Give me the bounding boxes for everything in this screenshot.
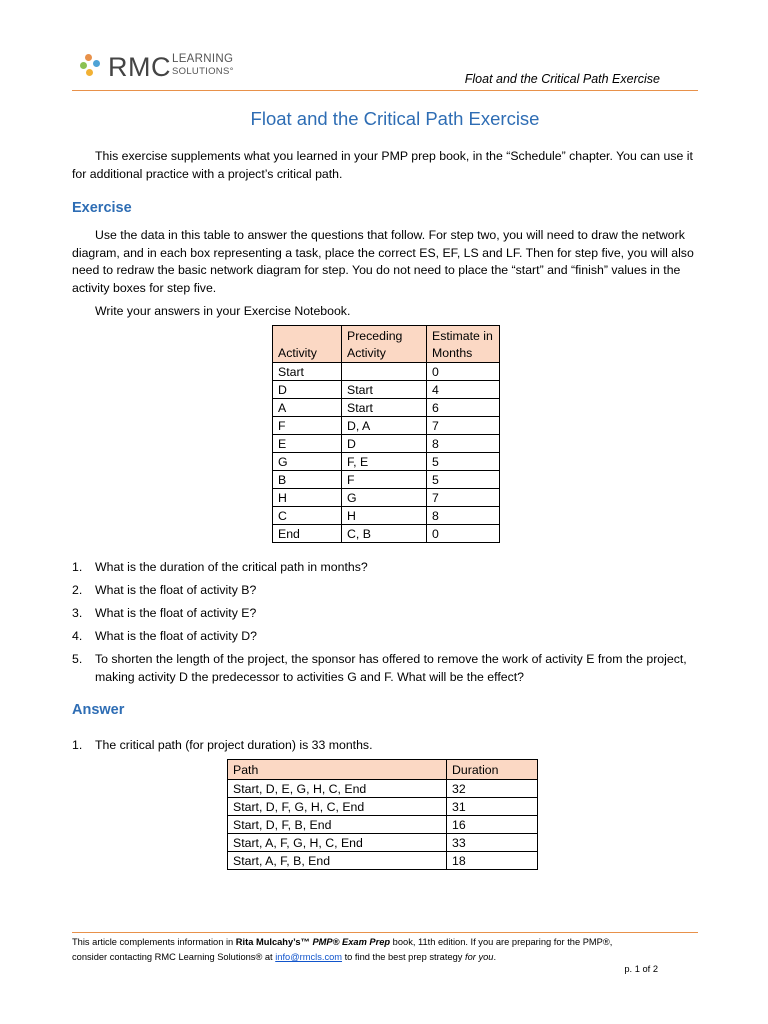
- list-item: [72, 651, 700, 686]
- list-number: 4.: [72, 629, 83, 643]
- logo-subtitle: SOLUTIONS°: [172, 66, 234, 77]
- list-number: 1.: [72, 560, 83, 574]
- table-cell: H: [273, 489, 342, 507]
- intro-paragraph: This exercise supplements what you learned in your PMP prep book, in the “Schedule” chapter. You can use it for additional practice with a project’s critical path.: [72, 149, 693, 181]
- footer: [72, 935, 700, 965]
- list-number: 1.: [72, 738, 83, 752]
- table-cell: 8: [427, 435, 500, 453]
- page-number: p. 1 of 2: [624, 964, 658, 974]
- table-cell: Start, D, F, B, End: [228, 816, 447, 834]
- footer-line: [72, 935, 700, 950]
- column-header: Activity: [273, 326, 342, 363]
- list-item: [72, 605, 700, 623]
- table-row: [273, 471, 500, 489]
- logo-dot: [93, 60, 100, 67]
- table-cell: 5: [427, 471, 500, 489]
- list-text: What is the float of activity D?: [95, 629, 257, 643]
- table-cell: Start: [342, 381, 427, 399]
- path-duration-table: [227, 759, 538, 870]
- footer-line: [72, 950, 700, 965]
- footer-text: to find the best prep strategy: [342, 952, 466, 962]
- table-cell: 4: [427, 381, 500, 399]
- table-row: [273, 453, 500, 471]
- table-row: [273, 381, 500, 399]
- table-cell: 16: [447, 816, 538, 834]
- table-cell: D, A: [342, 417, 427, 435]
- table-row: [228, 798, 538, 816]
- footer-text: book, 11th edition. If you are preparing for the PMP®,: [390, 937, 613, 947]
- table-cell: C, B: [342, 525, 427, 543]
- list-item: [72, 582, 700, 600]
- table-cell: E: [273, 435, 342, 453]
- table-cell: D: [273, 381, 342, 399]
- table-cell: 7: [427, 417, 500, 435]
- answer-heading: Answer: [72, 702, 125, 718]
- table-row: [228, 816, 538, 834]
- table-cell: 7: [427, 489, 500, 507]
- footer-text: for you: [465, 952, 494, 962]
- table-row: [273, 399, 500, 417]
- table-cell: 0: [427, 525, 500, 543]
- exercise-paragraph: Use the data in this table to answer the questions that follow. For step two, you will need to draw the network diagram, and in each box representing a task, place the correct ES, EF, LS and LF. Then for step five, you will also need to redraw the basic network diagram for step. You do not need to place the “start” and “finish” values in the activity boxes for step five.: [72, 228, 694, 295]
- footer-book: PMP® Exam Prep: [312, 937, 391, 947]
- table-row: [273, 507, 500, 525]
- list-number: 2.: [72, 583, 83, 597]
- table-cell: Start: [273, 363, 342, 381]
- header-divider: [72, 90, 698, 91]
- question-list: [72, 559, 700, 692]
- table-cell: G: [342, 489, 427, 507]
- list-text: The critical path (for project duration) is 33 months.: [95, 738, 373, 752]
- table-cell: 5: [427, 453, 500, 471]
- table-row: [273, 417, 500, 435]
- table-cell: Start, D, F, G, H, C, End: [228, 798, 447, 816]
- column-header: Path: [228, 760, 447, 780]
- list-item: [72, 737, 700, 755]
- table-cell: 0: [427, 363, 500, 381]
- logo-dot: [86, 69, 93, 76]
- table-cell: G: [273, 453, 342, 471]
- logo-subtitle: LEARNING: [172, 53, 234, 65]
- table-cell: 31: [447, 798, 538, 816]
- footer-author: Rita Mulcahy’s™: [235, 937, 310, 947]
- table-cell: D: [342, 435, 427, 453]
- exercise-heading: Exercise: [72, 200, 132, 216]
- table-row: [273, 435, 500, 453]
- table-cell: 33: [447, 834, 538, 852]
- table-cell: Start, A, F, B, End: [228, 852, 447, 870]
- activity-table: [272, 325, 500, 543]
- list-text: What is the float of activity B?: [95, 583, 257, 597]
- table-row: [228, 780, 538, 798]
- table-cell: 6: [427, 399, 500, 417]
- footer-text: .: [493, 952, 497, 962]
- column-header: Duration: [447, 760, 538, 780]
- table-cell: Start, A, F, G, H, C, End: [228, 834, 447, 852]
- list-item: [72, 559, 700, 577]
- footer-text: This article complements information in: [72, 937, 236, 947]
- logo-dot: [85, 54, 92, 61]
- table-cell: 32: [447, 780, 538, 798]
- table-cell: F: [273, 417, 342, 435]
- running-header: Float and the Critical Path Exercise: [464, 72, 660, 86]
- column-header: Preceding Activity: [342, 326, 427, 363]
- table-cell: [342, 363, 427, 381]
- list-item: [72, 628, 700, 646]
- table-cell: Start: [342, 399, 427, 417]
- column-header: Estimate in Months: [427, 326, 500, 363]
- email-link[interactable]: info@rmcls.com: [275, 952, 343, 962]
- table-cell: B: [273, 471, 342, 489]
- table-cell: C: [273, 507, 342, 525]
- logo-dot: [80, 62, 87, 69]
- table-cell: End: [273, 525, 342, 543]
- list-text: What is the float of activity E?: [95, 606, 257, 620]
- table-cell: A: [273, 399, 342, 417]
- table-cell: H: [342, 507, 427, 525]
- table-row: [228, 834, 538, 852]
- list-text: What is the duration of the critical path in months?: [95, 560, 368, 574]
- table-cell: F: [342, 471, 427, 489]
- table-cell: 18: [447, 852, 538, 870]
- table-row: [273, 525, 500, 543]
- list-number: 3.: [72, 606, 83, 620]
- table-row: [273, 363, 500, 381]
- exercise-note: Write your answers in your Exercise Notebook.: [95, 304, 351, 318]
- table-cell: F, E: [342, 453, 427, 471]
- footer-text: consider contacting RMC Learning Solutions® at: [72, 952, 276, 962]
- list-text: To shorten the length of the project, the sponsor has offered to remove the work of activity E from the project, making activity D the predecessor to activities G and F. What will be the effect?: [95, 652, 687, 684]
- page-title: Float and the Critical Path Exercise: [250, 108, 540, 129]
- answer-list: [72, 737, 700, 760]
- list-number: 5.: [72, 652, 83, 666]
- table-cell: 8: [427, 507, 500, 525]
- table-row: [273, 489, 500, 507]
- footer-divider: [72, 932, 698, 933]
- logo-wordmark: RMC: [108, 52, 171, 82]
- table-cell: Start, D, E, G, H, C, End: [228, 780, 447, 798]
- table-row: [228, 852, 538, 870]
